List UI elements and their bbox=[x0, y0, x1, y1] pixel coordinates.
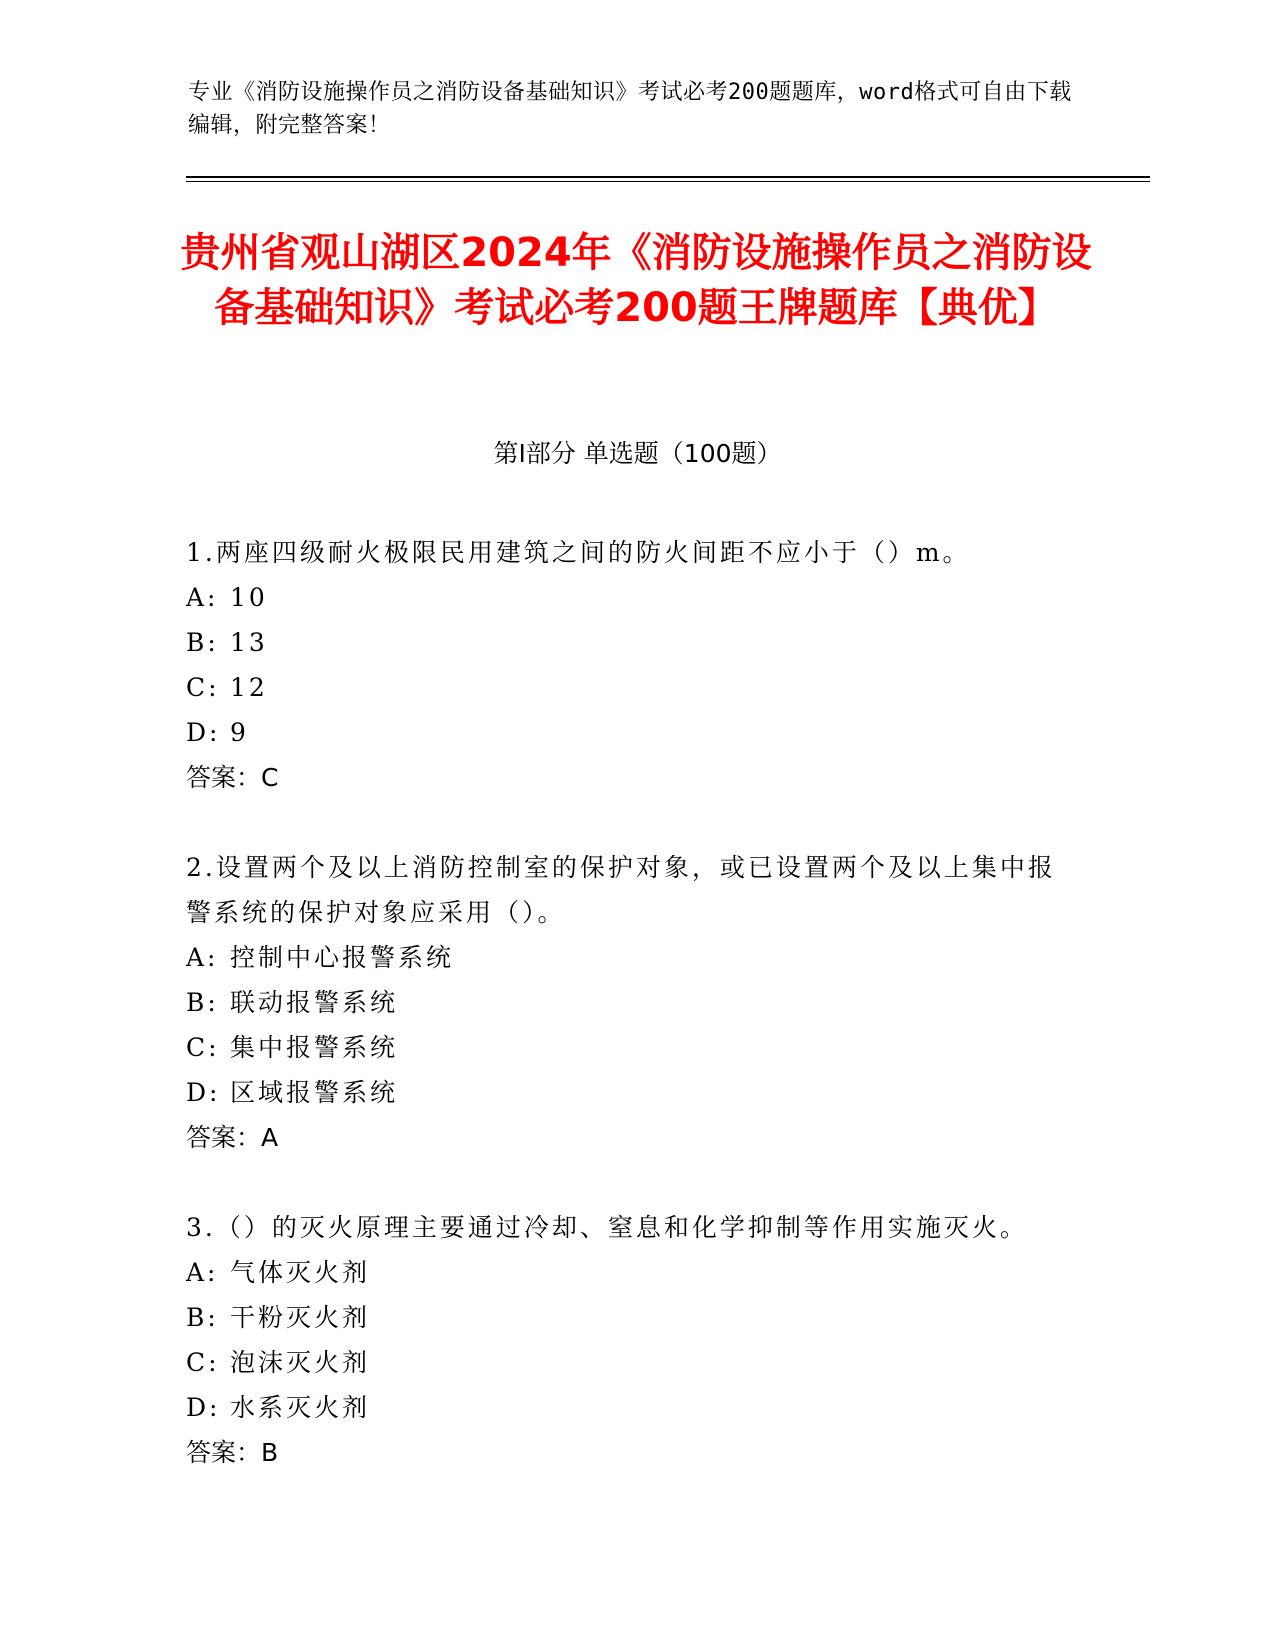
option-b bbox=[186, 1295, 1066, 1340]
option-key: C: bbox=[186, 1033, 220, 1062]
option-text: 9 bbox=[230, 718, 249, 747]
header-divider-thin bbox=[186, 181, 1150, 182]
option-key: B: bbox=[186, 988, 219, 1017]
option-b bbox=[186, 980, 1066, 1025]
option-key: A: bbox=[186, 583, 219, 612]
document-title: 贵州省观山湖区2024年《消防设施操作员之消防设备基础知识》考试必考200题王牌题库【典优】 bbox=[180, 230, 1092, 331]
option-key: A: bbox=[186, 1258, 219, 1287]
option-text: 联动报警系统 bbox=[230, 988, 399, 1017]
option-a bbox=[186, 935, 1066, 980]
question-text: 2.设置两个及以上消防控制室的保护对象，或已设置两个及以上集中报警系统的保护对象应采用（）。 bbox=[186, 853, 1056, 927]
option-d bbox=[186, 1385, 1066, 1430]
option-a bbox=[186, 1250, 1066, 1295]
answer-line: 答案：B bbox=[186, 1438, 279, 1467]
option-b bbox=[186, 620, 1066, 665]
header-divider-thick bbox=[186, 176, 1150, 178]
question-3 bbox=[186, 1205, 1066, 1475]
option-key: A: bbox=[186, 943, 219, 972]
question-1 bbox=[186, 530, 1066, 800]
option-key: C: bbox=[186, 1348, 220, 1377]
option-text: 泡沫灭火剂 bbox=[230, 1348, 371, 1377]
option-text: 水系灭火剂 bbox=[230, 1393, 371, 1422]
question-2 bbox=[186, 845, 1066, 1160]
option-key: D: bbox=[186, 718, 221, 747]
section-heading: 第Ⅰ部分 单选题（100题） bbox=[493, 439, 782, 468]
option-key: D: bbox=[186, 1078, 221, 1107]
option-d bbox=[186, 1070, 1066, 1115]
option-text: 控制中心报警系统 bbox=[230, 943, 455, 972]
option-text: 10 bbox=[230, 583, 268, 612]
intro-text: 专业《消防设施操作员之消防设备基础知识》考试必考200题题库，word格式可自由下载编辑，附完整答案！ bbox=[188, 80, 1072, 138]
option-key: C: bbox=[186, 673, 220, 702]
option-text: 13 bbox=[230, 628, 268, 657]
option-key: B: bbox=[186, 1303, 219, 1332]
answer-line: 答案：C bbox=[186, 763, 279, 792]
option-c bbox=[186, 1340, 1066, 1385]
question-text: 1.两座四级耐火极限民用建筑之间的防火间距不应小于（）m。 bbox=[186, 538, 971, 567]
option-text: 干粉灭火剂 bbox=[230, 1303, 371, 1332]
question-text: 3.（）的灭火原理主要通过冷却、窒息和化学抑制等作用实施灭火。 bbox=[186, 1213, 1028, 1242]
question-list bbox=[186, 530, 1066, 1520]
option-c bbox=[186, 1025, 1066, 1070]
option-d bbox=[186, 710, 1066, 755]
option-key: B: bbox=[186, 628, 219, 657]
option-text: 区域报警系统 bbox=[230, 1078, 399, 1107]
option-text: 集中报警系统 bbox=[230, 1033, 399, 1062]
option-a bbox=[186, 575, 1066, 620]
option-text: 气体灭火剂 bbox=[230, 1258, 371, 1287]
option-c bbox=[186, 665, 1066, 710]
option-key: D: bbox=[186, 1393, 221, 1422]
option-text: 12 bbox=[230, 673, 268, 702]
answer-line: 答案：A bbox=[186, 1123, 279, 1152]
